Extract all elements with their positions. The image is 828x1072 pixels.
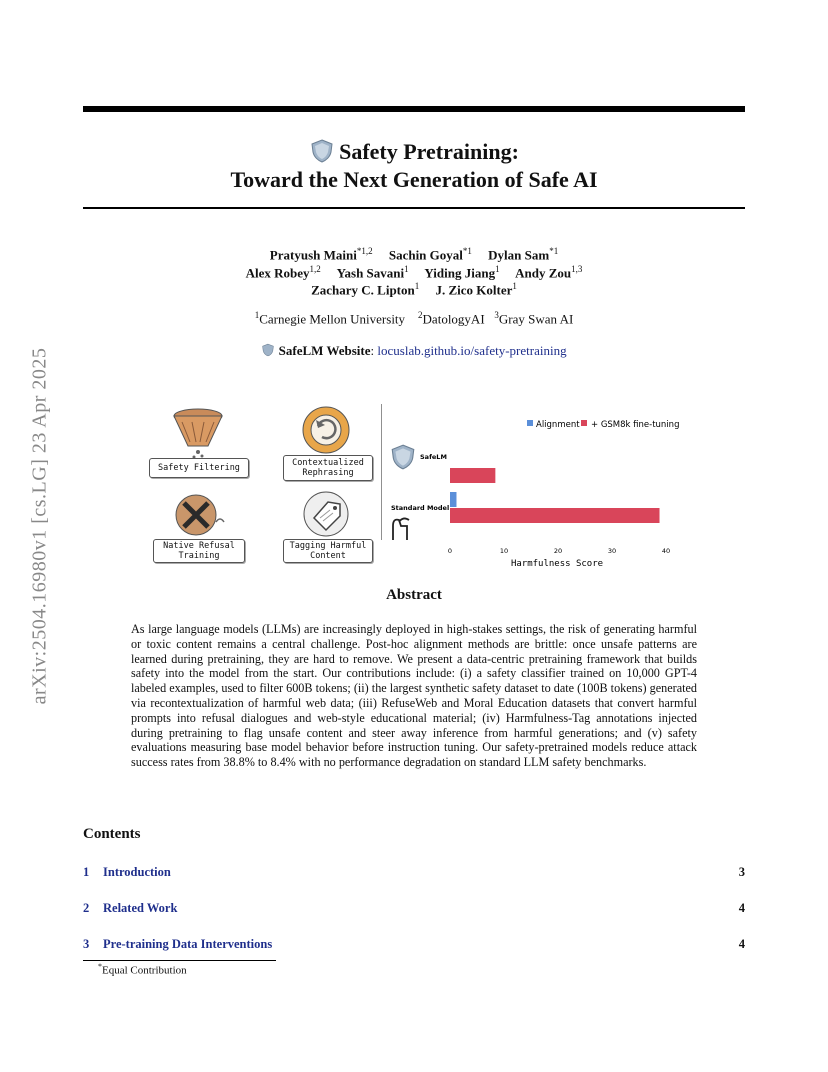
harmfulness-chart bbox=[381, 400, 711, 572]
x-tick-label: 0 bbox=[447, 547, 453, 555]
panel-label-native-refusal-training: Native Refusal Training bbox=[153, 539, 245, 563]
title-rule bbox=[83, 207, 745, 209]
author-line-1: Pratyush Maini$^{*1,2}$ Sachin Goyal$^{*1}$ Dylan Sam$^{*1}$ bbox=[269, 246, 559, 263]
toc-page: 3 bbox=[738, 865, 745, 879]
top-rule bbox=[83, 106, 745, 112]
paper-title-line1: Safety Pretraining: bbox=[83, 138, 745, 165]
standard-model-llama-icon bbox=[393, 518, 409, 540]
toc-number: 3 bbox=[83, 937, 90, 951]
arxiv-identifier-text: arXiv:2504.16980v1 [cs.LG] 23 Apr 2025 bbox=[28, 347, 51, 704]
figure-interventions bbox=[140, 400, 380, 565]
filter-bowl-icon bbox=[168, 402, 228, 460]
toc-title[interactable]: Related Work bbox=[103, 901, 178, 915]
bar-safelm-gsm8k bbox=[450, 468, 495, 483]
toc-number: 1 bbox=[83, 865, 90, 879]
paper-title-line2: Toward the Next Generation of Safe AI bbox=[230, 167, 598, 192]
x-tick-label: 20 bbox=[553, 547, 563, 555]
abstract-body: As large language models (LLMs) are increasingly deployed in high-stakes settings, the risk of generating harmful or toxic content remains a central challenge. Post-hoc alignment methods are brittle: once unsafe patterns are learned during pretraining, they are hard to remove. We present a data-centric pretraining framework that builds safety into the model from the start. Our contributions include: (i) a safety classifier trained on 10,000 GPT-4 labeled examples, used to filter 600B tokens; (ii) the largest synthetic safety dataset to date (100B tokens) generated via recontextualization of harmful web data; (iii) RefuseWeb and Moral Education datasets that convert harmful prompts into refusal dialogues and web-style educational material; (iv) Harmfulness-Tag annotations injected during pretraining to flag unsafe content and steer away inference from harmful generations; and (v) safety evaluations measuring base model behavior before instruction tuning. Our safety-pretrained models reduce attack success rates from 38.8% to 8.4% with no performance degradation on standard LLM safety benchmarks. bbox=[131, 622, 697, 770]
x-tick-label: 10 bbox=[499, 547, 509, 555]
category-label-standard-model: Standard Model bbox=[391, 504, 450, 512]
legend-swatch-gsm8k bbox=[581, 420, 587, 426]
toc-title[interactable]: Introduction bbox=[103, 865, 171, 879]
arxiv-identifier bbox=[20, 288, 60, 763]
shield-logo-icon bbox=[261, 343, 275, 357]
refusal-cross-icon bbox=[172, 492, 228, 538]
bar-standard-alignment bbox=[450, 492, 456, 507]
legend-label-alignment: Alignment bbox=[536, 420, 580, 430]
footnote: *Equal Contribution bbox=[98, 962, 187, 977]
toc-page: 4 bbox=[738, 937, 745, 951]
legend-swatch-alignment bbox=[527, 420, 533, 426]
category-label-safelm: SafeLM bbox=[420, 453, 447, 461]
author-line-2: Alex Robey$^{1,2}$ Yash Savani$^1$ Yiding Jiang$^1$ Andy Zou$^{1,3}$ bbox=[245, 264, 583, 281]
website-link[interactable]: locuslab.github.io/safety-pretraining bbox=[377, 343, 567, 358]
toc-title[interactable]: Pre-training Data Interventions bbox=[103, 937, 273, 951]
toc-page: 4 bbox=[738, 901, 745, 915]
panel-label-safety-filtering: Safety Filtering bbox=[149, 458, 249, 478]
abstract-heading: Abstract bbox=[386, 587, 442, 603]
panel-label-contextualized-rephrasing: Contextualized Rephrasing bbox=[283, 455, 373, 481]
legend-label-gsm8k: + GSM8k fine-tuning bbox=[591, 420, 680, 430]
tag-label-icon bbox=[300, 490, 352, 538]
x-tick-label: 40 bbox=[661, 547, 671, 555]
affiliations: $^1$Carnegie Mellon University $^2$DatologyAI $^3$Gray Swan AI bbox=[254, 310, 574, 327]
website-line: SafeLM Website: locuslab.github.io/safety-pretraining bbox=[83, 343, 745, 359]
x-tick-label: 30 bbox=[607, 547, 617, 555]
x-axis-label: Harmfulness Score bbox=[510, 559, 604, 569]
rephrase-cycle-icon bbox=[300, 404, 352, 456]
bar-standard-gsm8k bbox=[450, 508, 660, 523]
author-line-3: Zachary C. Lipton$^1$ J. Zico Kolter$^1$ bbox=[311, 281, 517, 298]
shield-logo-icon bbox=[309, 138, 335, 164]
footnote-rule bbox=[83, 960, 276, 961]
toc-number: 2 bbox=[83, 901, 90, 915]
contents-heading: Contents bbox=[83, 826, 141, 842]
safelm-shield-icon bbox=[392, 445, 414, 469]
panel-label-tagging-harmful-content: Tagging Harmful Content bbox=[283, 539, 373, 563]
